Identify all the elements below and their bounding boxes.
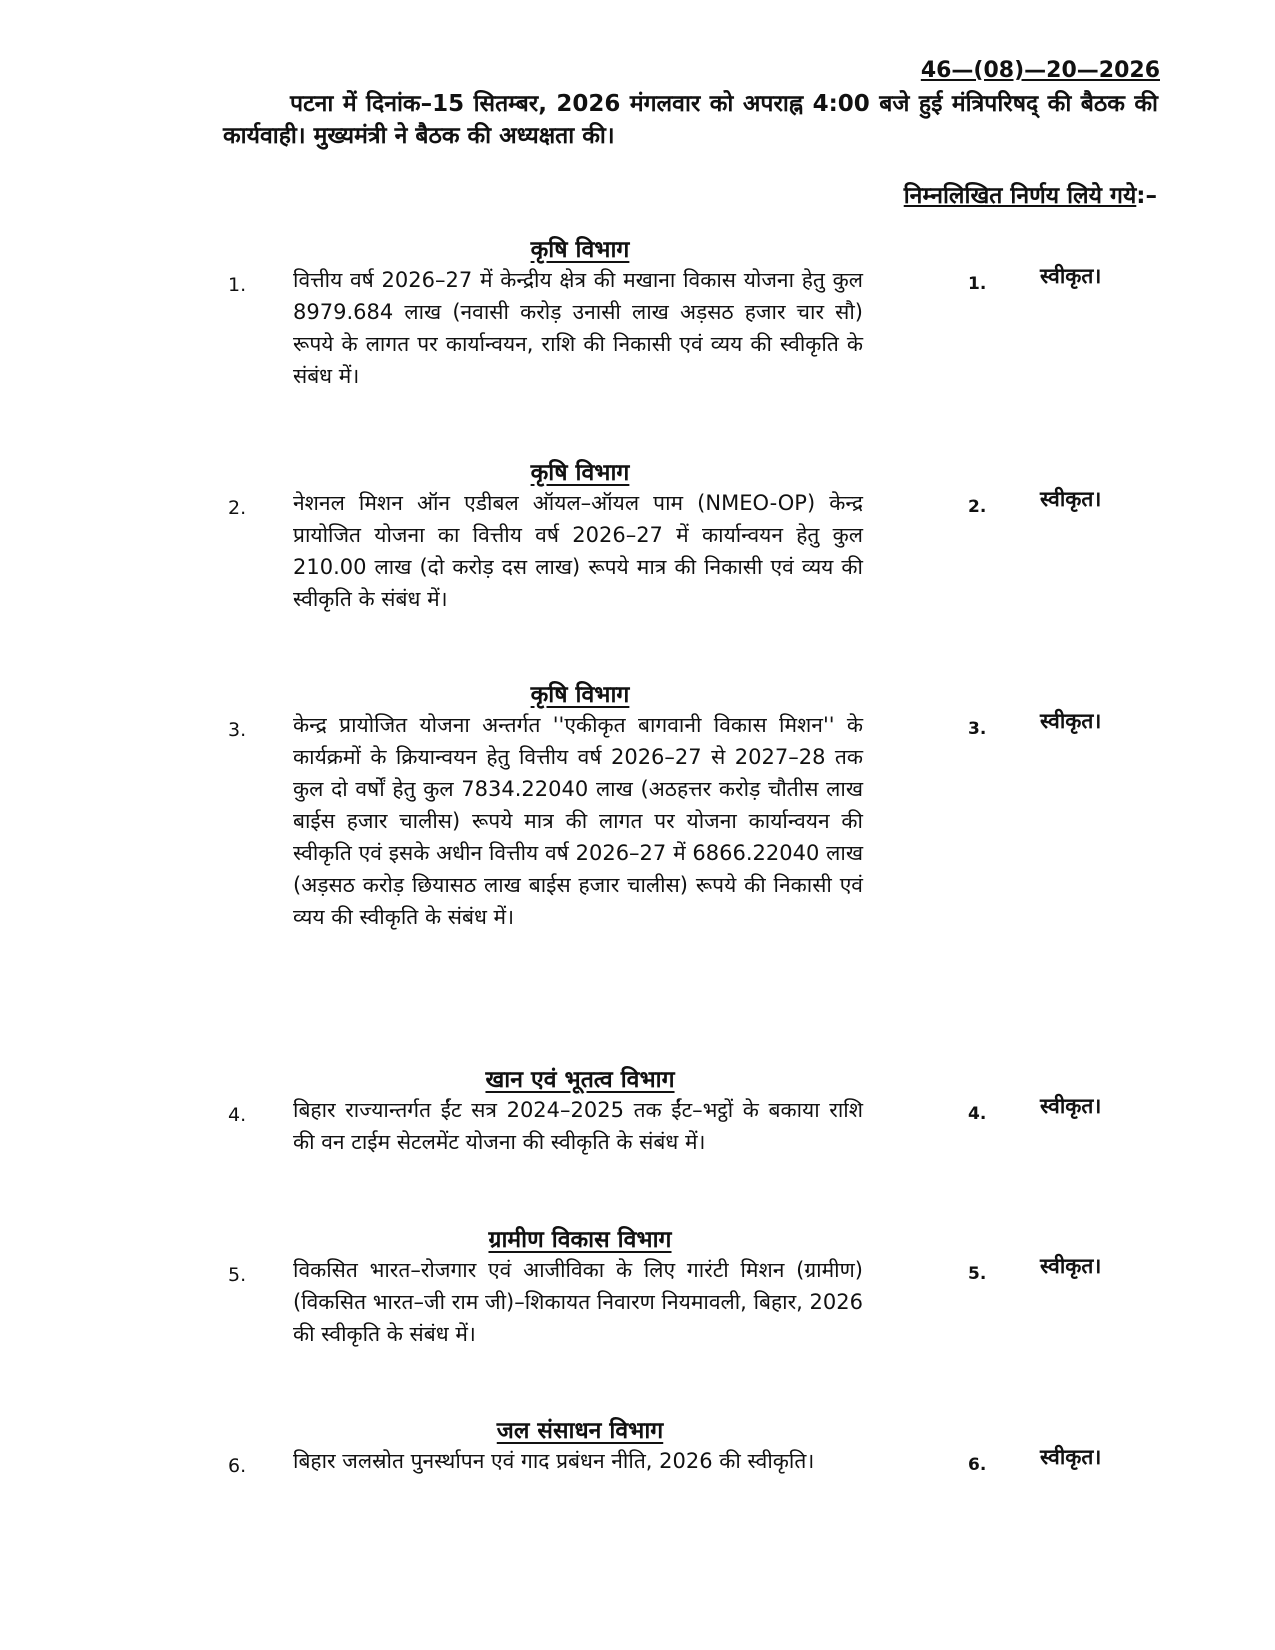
item-description: नेशनल मिशन ऑन एडीबल ऑयल–ऑयल पाम (NMEO-OP) केन्द्र प्रायोजित योजना का वित्तीय वर्ष 2026–27 में कार्यान्वयन हेतु कुल 210.00 लाख (दो करोड़ दस लाख) रूपये मात्र की निकासी एवं व्यय की स्वीकृति के संबंध में। — [293, 491, 863, 611]
result-number: 6. — [968, 1455, 987, 1475]
result-number: 3. — [968, 719, 987, 739]
result-status: स्वीकृत। — [1040, 1445, 1102, 1469]
item-number: 5. — [228, 1264, 247, 1286]
item-description: बिहार जलस्रोत पुनर्स्थापन एवं गाद प्रबंधन नीति, 2026 की स्वीकृति। — [293, 1449, 815, 1473]
result-status: स्वीकृत। — [1040, 1254, 1102, 1278]
document-reference-number: 46—(08)—20—2026 — [920, 58, 1160, 83]
result-status: स्वीकृत। — [1040, 709, 1102, 733]
department-title: कृषि विभाग — [530, 237, 630, 263]
department-title: कृषि विभाग — [530, 682, 630, 708]
decisions-label-suffix: :– — [1136, 183, 1157, 209]
department-title: कृषि विभाग — [530, 460, 630, 486]
item-number: 2. — [228, 497, 247, 519]
item-description: विकसित भारत–रोजगार एवं आजीविका के लिए गारंटी मिशन (ग्रामीण) (विकसित भारत–जी राम जी)–शिकायत निवारण नियमावली, बिहार, 2026 की स्वीकृति के संबंध में। — [293, 1258, 863, 1346]
result-number: 5. — [968, 1264, 987, 1284]
item-description: केन्द्र प्रायोजित योजना अन्तर्गत ''एकीकृत बागवानी विकास मिशन'' के कार्यक्रमों के क्रियान्वयन हेतु वित्तीय वर्ष 2026–27 से 2027–28 तक कुल दो वर्षों हेतु कुल 7834.22040 लाख (अठहत्तर करोड़ चौतीस लाख बाईस हजार चालीस) रूपये मात्र की लागत पर योजना कार्यान्वयन की स्वीकृति एवं इसके अधीन वित्तीय वर्ष 2026–27 में 6866.22040 लाख (अड़सठ करोड़ छियासठ लाख बाईस हजार चालीस) रूपये की निकासी एवं व्यय की स्वीकृति के संबंध में। — [293, 713, 863, 929]
meeting-heading: पटना में दिनांक–15 सितम्बर, 2026 मंगलवार को अपराह्न 4:00 बजे हुई मंत्रिपरिषद् की बैठक की कार्यवाही। मुख्यमंत्री ने बैठक की अध्यक्षता की। — [223, 91, 1158, 149]
decisions-label-text: निम्नलिखित निर्णय लिये गये — [903, 183, 1137, 209]
result-status: स्वीकृत। — [1040, 1094, 1102, 1118]
item-description: वित्तीय वर्ष 2026–27 में केन्द्रीय क्षेत्र की मखाना विकास योजना हेतु कुल 8979.684 लाख (नवासी करोड़ उनासी लाख अड़सठ हजार चार सौ) रूपये के लागत पर कार्यान्वयन, राशि की निकासी एवं व्यय की स्वीकृति के संबंध में। — [293, 268, 863, 388]
item-number: 1. — [228, 274, 247, 296]
item-number: 4. — [228, 1104, 247, 1126]
department-title: जल संसाधन विभाग — [496, 1418, 664, 1444]
department-title: ग्रामीण विकास विभाग — [488, 1227, 672, 1253]
result-number: 2. — [968, 497, 987, 517]
item-number: 6. — [228, 1455, 247, 1477]
result-status: स्वीकृत। — [1040, 264, 1102, 288]
decisions-label — [904, 178, 1157, 210]
result-number: 4. — [968, 1104, 987, 1124]
department-title: खान एवं भूतत्व विभाग — [485, 1067, 675, 1093]
item-number: 3. — [228, 719, 247, 741]
result-number: 1. — [968, 274, 987, 294]
item-description: बिहार राज्यान्तर्गत ईंट सत्र 2024–2025 तक ईंट–भट्ठों के बकाया राशि की वन टाईम सेटलमेंट योजना की स्वीकृति के संबंध में। — [293, 1098, 863, 1154]
result-status: स्वीकृत। — [1040, 487, 1102, 511]
